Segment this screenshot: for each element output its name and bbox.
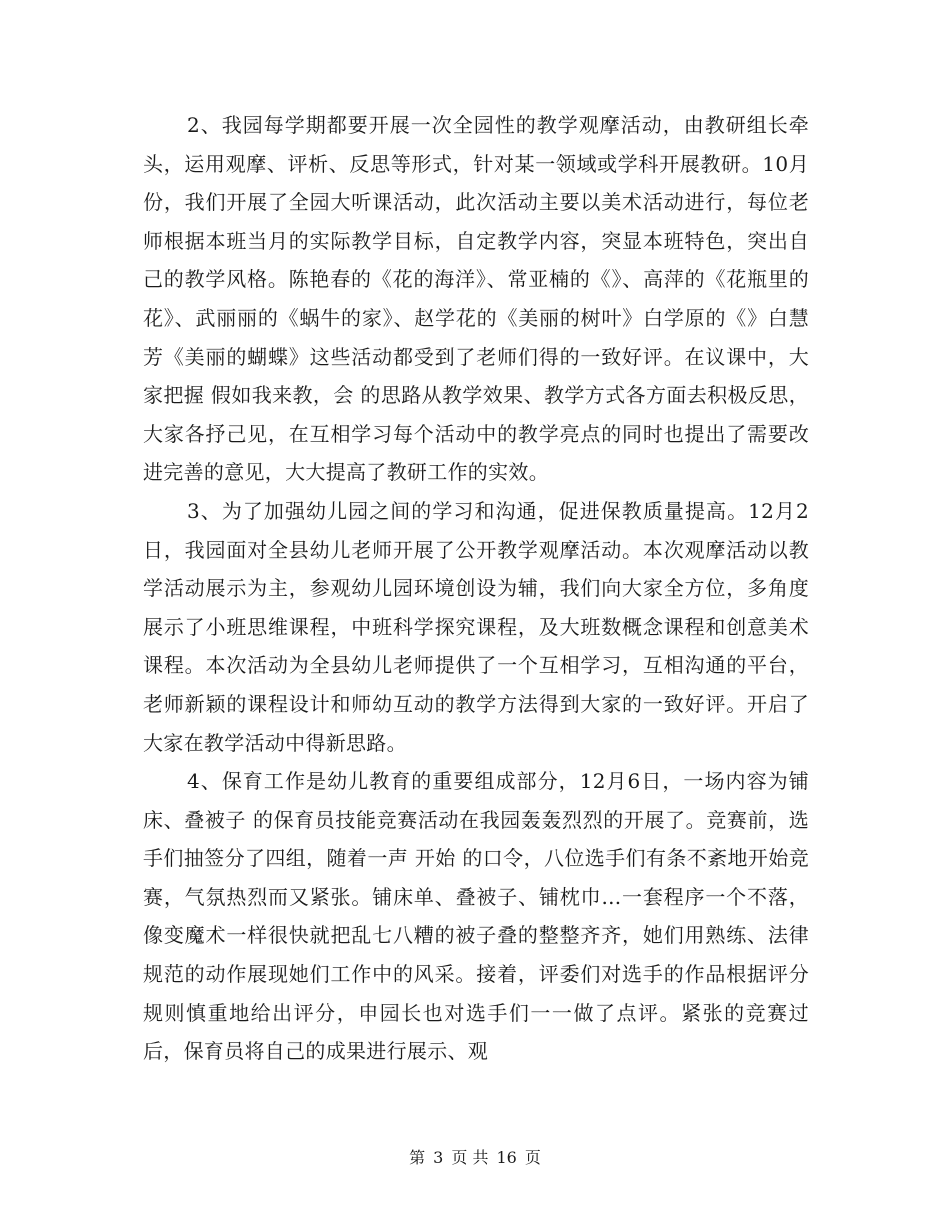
paragraph-nursery-competition: 4、保育工作是幼儿教育的重要组成部分，12月6日，一场内容为铺床、叠被子 的保育员技能竞赛活动在我园轰轰烈烈的开展了。竞赛前，选手们抽签分了四组，随着一声 开始 的口令，八位选手们有条不紊地开始竞赛，气氛热烈而又紧张。铺床单、叠被子、铺枕巾...一套程序一个不落，像变魔术一样很快就把乱七八糟的被子叠的整整齐齐，她们用熟练、法律规范的动作展现她们工作中的风采。接着，评委们对选手的作品根据评分规则慎重地给出评分，申园长也对选手们一一做了点评。紧张的竞赛过后，保育员将自己的成果进行展示、观 [143, 769, 809, 1064]
paragraph-teaching-observation: 2、我园每学期都要开展一次全园性的教学观摩活动，由教研组长牵头，运用观摩、评析、反思等形式，针对某一领域或学科开展教研。10月份，我们开展了全园大听课活动，此次活动主要以美术活动进行，每位老师根据本班当月的实际教学目标，自定教学内容，突显本班特色，突出自己的教学风格。陈艳春的《花的海洋》、常亚楠的《》、高萍的《花瓶里的花》、武丽丽的《蜗牛的家》、赵学花的《美丽的树叶》白学原的《》白慧芳《美丽的蝴蝶》这些活动都受到了老师们得的一致好评。在议课中，大家把握 假如我来教，会 的思路从教学效果、教学方式各方面去积极反思，大家各抒己见，在互相学习每个活动中的教学亮点的同时也提出了需要改进完善的意见，大大提高了教研工作的实效。 [143, 113, 809, 485]
footer-prefix: 第 [409, 1148, 426, 1167]
footer-page-number: 3 [433, 1148, 444, 1167]
page-footer [0, 1148, 950, 1168]
footer-total-pages: 16 [496, 1148, 517, 1167]
paragraph-open-class: 3、为了加强幼儿园之间的学习和沟通，促进保教质量提高。12月2日，我园面对全县幼儿老师开展了公开教学观摩活动。本次观摩活动以教学活动展示为主，参观幼儿园环境创设为辅，我们向大家全方位，多角度展示了小班思维课程，中班科学探究课程，及大班数概念课程和创意美术课程。本次活动为全县幼儿老师提供了一个互相学习，互相沟通的平台，老师新颖的课程设计和师幼互动的教学方法得到大家的一致好评。开启了大家在教学活动中得新思路。 [143, 498, 809, 755]
footer-middle: 页 共 [451, 1148, 489, 1167]
document-body [143, 106, 809, 1071]
footer-suffix: 页 [524, 1148, 541, 1167]
